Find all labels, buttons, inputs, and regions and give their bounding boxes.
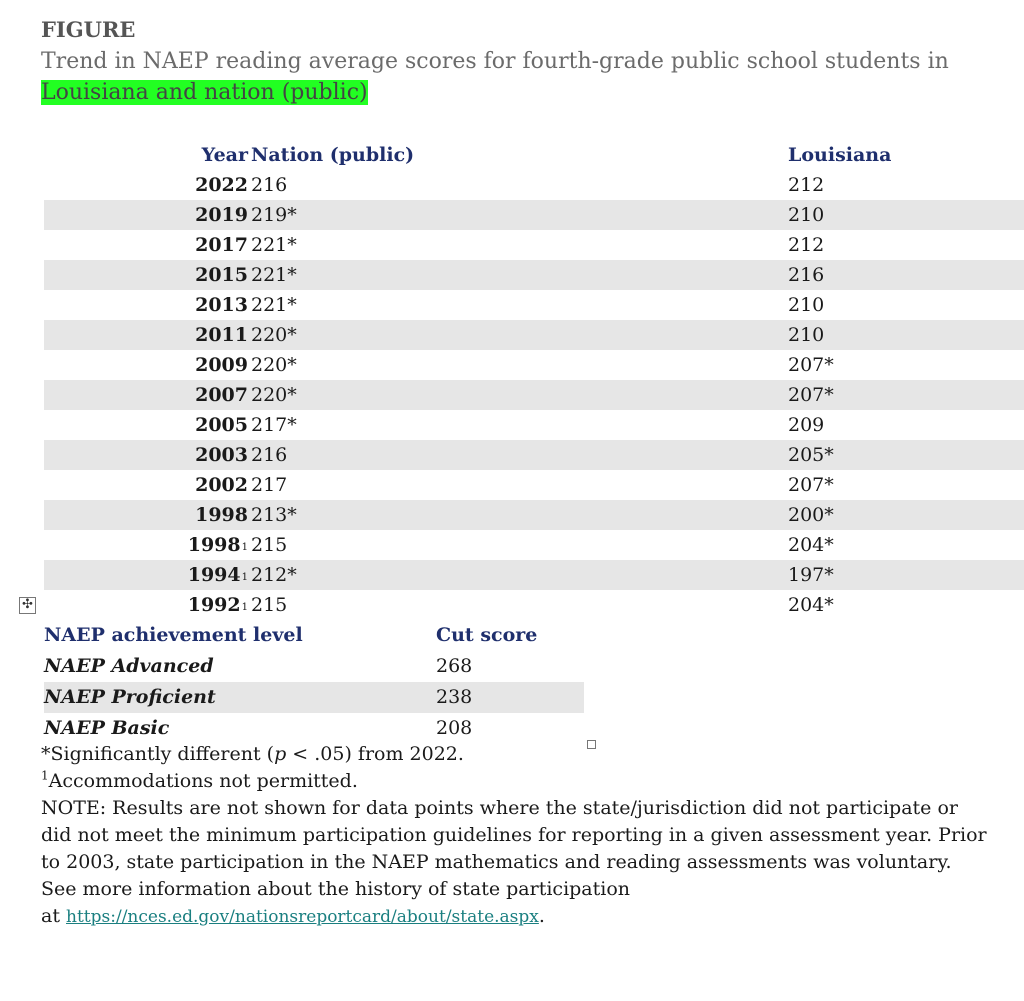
nation-score-cell: 221* <box>251 264 297 286</box>
year-cell <box>195 410 248 440</box>
table-row <box>44 500 1024 530</box>
year-cell <box>195 380 248 410</box>
year-value: 1998 <box>195 504 248 526</box>
achievement-level-cell: NAEP Advanced <box>44 655 214 677</box>
year-cell <box>195 230 248 260</box>
nation-score-cell: 220* <box>251 354 297 376</box>
table-row <box>44 350 1024 380</box>
louisiana-score-cell: 210 <box>788 294 825 316</box>
nation-score-cell: 217 <box>251 474 288 496</box>
figure-title-text: Trend in NAEP reading average scores for fourth-grade public school students in <box>41 49 949 74</box>
year-cell <box>195 260 248 290</box>
levels-table-header <box>44 620 584 651</box>
louisiana-score-cell: 197* <box>788 564 834 586</box>
nation-score-cell: 220* <box>251 384 297 406</box>
table-row <box>44 230 1024 260</box>
table-row <box>44 470 1024 500</box>
accommodation-mark: 1 <box>241 602 248 613</box>
accommodation-mark: 1 <box>241 572 248 583</box>
louisiana-score-cell: 212 <box>788 234 825 256</box>
header-louisiana: Louisiana <box>788 144 892 166</box>
louisiana-score-cell: 210 <box>788 324 825 346</box>
header-achievement-level: NAEP achievement level <box>44 624 303 646</box>
year-value: 1998 <box>187 534 241 556</box>
year-value: 2009 <box>195 354 248 376</box>
table-row <box>44 410 1024 440</box>
year-value: 1992 <box>187 594 241 616</box>
accommodations-note: $^1$Accommodations not permitted. <box>41 768 358 792</box>
nation-score-cell: 221* <box>251 294 297 316</box>
state-participation-link[interactable]: https://nces.ed.gov/nationsreportcard/about/state.aspx <box>66 907 539 927</box>
table-row <box>44 682 584 713</box>
year-value: 2003 <box>195 444 248 466</box>
table-row <box>44 440 1024 470</box>
nation-score-cell: 221* <box>251 234 297 256</box>
year-value: 2007 <box>195 384 248 406</box>
table-row <box>44 380 1024 410</box>
year-cell <box>188 590 248 623</box>
achievement-levels-table <box>44 620 584 744</box>
year-cell <box>188 530 248 563</box>
louisiana-score-cell: 207* <box>788 384 834 406</box>
figure-label: FIGURE <box>41 17 136 42</box>
achievement-level-cell: NAEP Proficient <box>44 686 216 708</box>
table-row <box>44 200 1024 230</box>
year-value: 1994 <box>187 564 241 586</box>
year-value: 2002 <box>195 474 248 496</box>
nation-score-cell: 212* <box>251 564 297 586</box>
year-value: 2022 <box>195 174 248 196</box>
achievement-level-cell: NAEP Basic <box>44 717 170 739</box>
year-value: 2005 <box>195 414 248 436</box>
year-value: 2019 <box>195 204 248 226</box>
year-value: 2015 <box>195 264 248 286</box>
louisiana-score-cell: 207* <box>788 474 834 496</box>
year-value: 2013 <box>195 294 248 316</box>
nation-score-cell: 216 <box>251 444 288 466</box>
year-cell <box>195 290 248 320</box>
table-row <box>44 651 584 682</box>
cut-score-cell: 208 <box>436 717 473 739</box>
year-value: 2017 <box>195 234 248 256</box>
table-row <box>44 590 1024 620</box>
table-move-icon[interactable]: ✣ <box>19 597 36 614</box>
table-row <box>44 260 1024 290</box>
nation-score-cell: 219* <box>251 204 297 226</box>
nation-score-cell: 215 <box>251 534 288 556</box>
cut-score-cell: 268 <box>436 655 473 677</box>
year-cell <box>195 320 248 350</box>
nation-score-cell: 215 <box>251 594 288 616</box>
year-cell <box>195 500 248 530</box>
accommodation-mark: 1 <box>241 542 248 553</box>
source-line: at https://nces.ed.gov/nationsreportcard/about/state.aspx. <box>41 905 545 927</box>
table-row <box>44 320 1024 350</box>
nation-score-cell: 220* <box>251 324 297 346</box>
header-year: Year <box>201 144 248 166</box>
year-cell <box>195 170 248 200</box>
year-cell <box>195 470 248 500</box>
louisiana-score-cell: 216 <box>788 264 825 286</box>
footnotes <box>41 741 991 931</box>
nation-score-cell: 217* <box>251 414 297 436</box>
louisiana-score-cell: 200* <box>788 504 834 526</box>
year-cell <box>195 350 248 380</box>
louisiana-score-cell: 204* <box>788 594 834 616</box>
year-cell <box>188 560 248 593</box>
year-cell <box>195 440 248 470</box>
year-cell <box>195 200 248 230</box>
louisiana-score-cell: 204* <box>788 534 834 556</box>
nation-score-cell: 216 <box>251 174 288 196</box>
table-row <box>44 290 1024 320</box>
header-cut-score: Cut score <box>436 624 538 646</box>
figure-title-highlight: Louisiana and nation (public) <box>41 80 368 105</box>
header-nation: Nation (public) <box>251 144 415 166</box>
nation-score-cell: 213* <box>251 504 297 526</box>
louisiana-score-cell: 205* <box>788 444 834 466</box>
participation-note: NOTE: Results are not shown for data points where the state/jurisdiction did not participate or did not meet the minimum participation guidelines for reporting in a given assessment year. Prior to 2003, state participation in the NAEP mathematics and reading assessments was voluntary. See more information about the history of state participation <box>41 797 987 900</box>
trend-table-header <box>44 140 1024 170</box>
trend-table <box>44 140 1024 620</box>
table-row <box>44 170 1024 200</box>
cut-score-cell: 238 <box>436 686 473 708</box>
significance-note: *Significantly different (p < .05) from 2022. <box>41 743 464 765</box>
table-row <box>44 560 1024 590</box>
figure-title <box>41 46 1001 108</box>
louisiana-score-cell: 207* <box>788 354 834 376</box>
louisiana-score-cell: 210 <box>788 204 825 226</box>
year-value: 2011 <box>195 324 248 346</box>
louisiana-score-cell: 209 <box>788 414 825 436</box>
table-row <box>44 530 1024 560</box>
table-row <box>44 713 584 744</box>
louisiana-score-cell: 212 <box>788 174 825 196</box>
